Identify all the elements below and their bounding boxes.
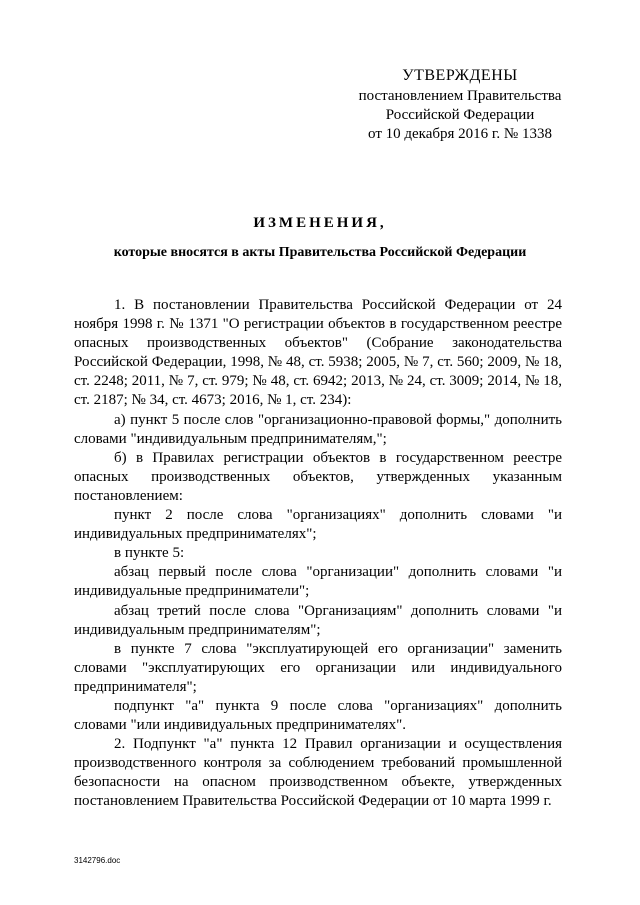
paragraph: подпункт "а" пункта 9 после слова "организациях" дополнить словами "или индивидуальных предпринимателях".: [74, 697, 562, 734]
paragraph: а) пункт 5 после слов "организационно-правовой формы," дополнить словами "индивидуальным предпринимателям,";: [74, 411, 562, 447]
paragraph: в пункте 5:: [114, 545, 185, 562]
document-title: ИЗМЕНЕНИЯ,: [253, 215, 387, 231]
paragraph: б) в Правилах регистрации объектов в государственном реестре опасных производственных объектов, утвержденных указанным постановлением:: [74, 449, 562, 504]
paragraph: пункт 2 после слова "организациях" дополнить словами "и индивидуальных предпринимателях";: [74, 507, 562, 543]
paragraph: абзац первый после слова "организации" дополнить словами "и индивидуальные предприниматели";: [74, 564, 562, 600]
paragraph: абзац третий после слова "Организациям" дополнить словами "и индивидуальным предпринимателям";: [74, 602, 562, 638]
paragraph: 2. Подпункт "а" пункта 12 Правил организации и осуществления производственного контроля за соблюдением требований промышленной безопасности на опасном производственном объекте, утвержденных постановлением Правительства Российской Федерации от 10 марта 1999 г.: [74, 736, 562, 810]
document-body: [74, 296, 562, 812]
file-name-footer: 3142796.doc: [74, 856, 121, 865]
approval-line: постановлением Правительства: [358, 88, 562, 104]
document-subtitle: которые вносятся в акты Правительства Российской Федерации: [113, 245, 527, 260]
approval-title: УТВЕРЖДЕНЫ: [402, 67, 518, 84]
approval-line: от 10 декабря 2016 г. № 1338: [368, 126, 552, 142]
paragraph: 1. В постановлении Правительства Российской Федерации от 24 ноября 1998 г. № 1371 "О регистрации объектов в государственном реестре опасных производственных объектов" (Собрание законодательства Российской Федерации, 1998, № 48, ст. 5938; 2005, № 7, ст. 560; 2009, № 18, ст. 2248; 2011, № 7, ст. 979; № 48, ст. 6942; 2013, № 24, ст. 3009; 2014, № 18, ст. 2187; № 34, ст. 4673; 2016, № 1, ст. 234):: [74, 297, 562, 409]
paragraph: в пункте 7 слова "эксплуатирующей его организации" заменить словами "эксплуатирующих его организации или индивидуального предпринимателя";: [74, 640, 562, 695]
approval-block: [330, 66, 590, 144]
approval-line: Российской Федерации: [385, 107, 535, 123]
